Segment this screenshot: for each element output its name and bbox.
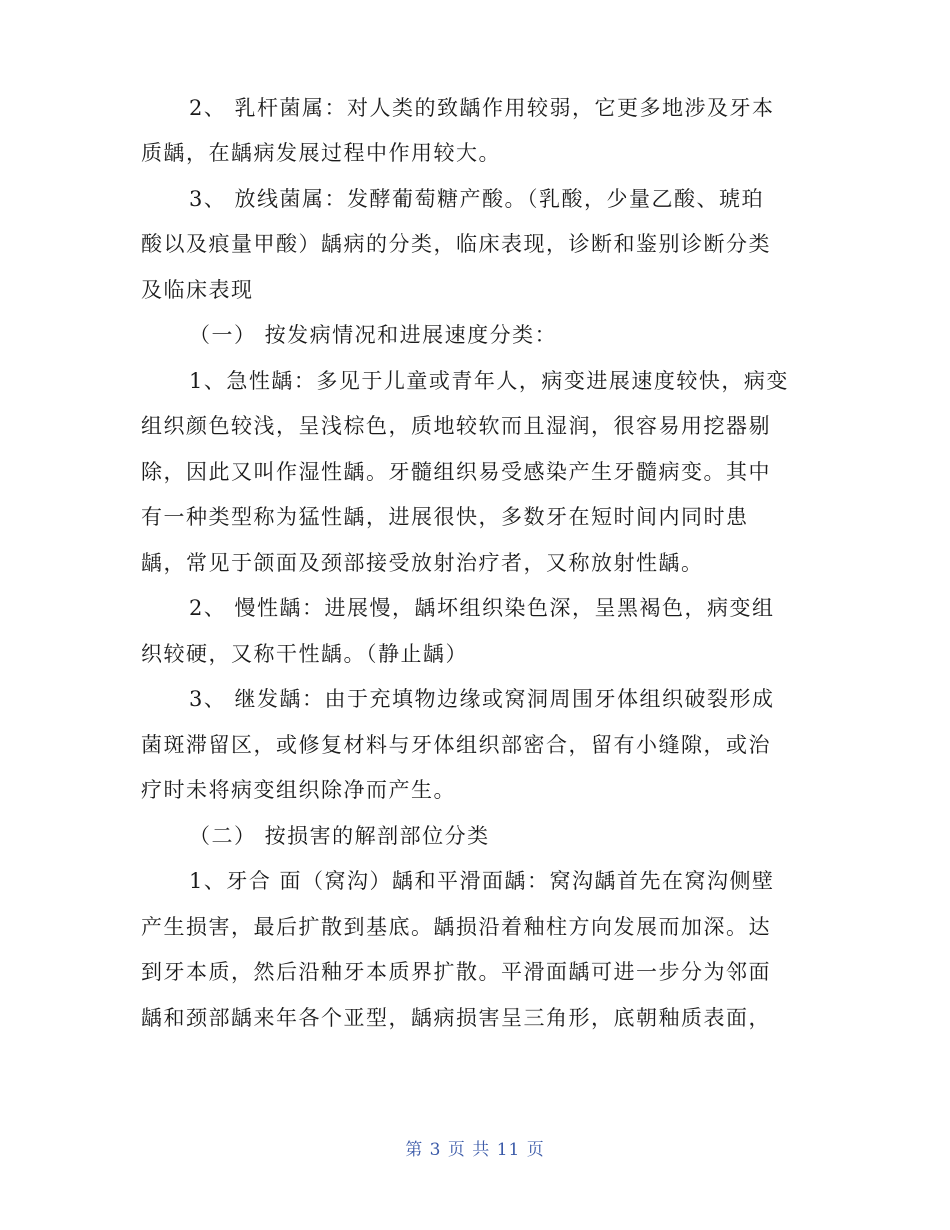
text-line: 1、急性龋：多见于儿童或青年人，病变进展速度较快，病变 xyxy=(189,369,789,393)
section-heading: （一） 按发病情况和进展速度分类： xyxy=(189,323,558,347)
section-heading: （二） 按损害的解剖部位分类 xyxy=(189,824,490,848)
text-line: 到牙本质，然后沿釉牙本质界扩散。平滑面龋可进一步分为邻面 xyxy=(141,960,771,984)
text-line: 除，因此又叫作湿性龋。牙髓组织易受感染产生牙髓病变。其中 xyxy=(141,460,771,484)
text-line: 1、牙合 面（窝沟）龋和平滑面龋：窝沟龋首先在窝沟侧壁 xyxy=(189,869,775,893)
text-line: 龋，常见于颌面及颈部接受放射治疗者，又称放射性龋。 xyxy=(141,551,704,575)
text-line: 龋和颈部龋来年各个亚型，龋病损害呈三角形，底朝釉质表面， xyxy=(141,1006,771,1030)
text-line: 2、 乳杆菌属：对人类的致龋作用较弱，它更多地涉及牙本 xyxy=(189,96,775,120)
text-line: 质龋，在龋病发展过程中作用较大。 xyxy=(141,141,501,165)
text-line: 菌斑滞留区，或修复材料与牙体组织部密合，留有小缝隙，或治 xyxy=(141,733,771,757)
text-line: 织较硬，又称干性龋。（静止龋） xyxy=(141,642,468,666)
text-line: 组织颜色较浅，呈浅棕色，质地较软而且湿润，很容易用挖器剔 xyxy=(141,414,771,438)
page-number-footer: 第 3 页 共 11 页 xyxy=(405,1140,545,1160)
text-line: 及临床表现 xyxy=(141,278,254,302)
text-line: 3、 放线菌属：发酵葡萄糖产酸。（乳酸，少量乙酸、琥珀 xyxy=(189,187,765,211)
text-line: 2、 慢性龋：进展慢，龋坏组织染色深，呈黑褐色，病变组 xyxy=(189,596,775,620)
text-line: 有一种类型称为猛性龋，进展很快，多数牙在短时间内同时患 xyxy=(141,505,749,529)
text-line: 3、 继发龋：由于充填物边缘或窝洞周围牙体组织破裂形成 xyxy=(189,687,775,711)
text-line: 酸以及痕量甲酸）龋病的分类，临床表现，诊断和鉴别诊断分类 xyxy=(141,232,771,256)
text-line: 产生损害，最后扩散到基底。龋损沿着釉柱方向发展而加深。达 xyxy=(141,915,771,939)
text-line: 疗时未将病变组织除净而产生。 xyxy=(141,778,456,802)
